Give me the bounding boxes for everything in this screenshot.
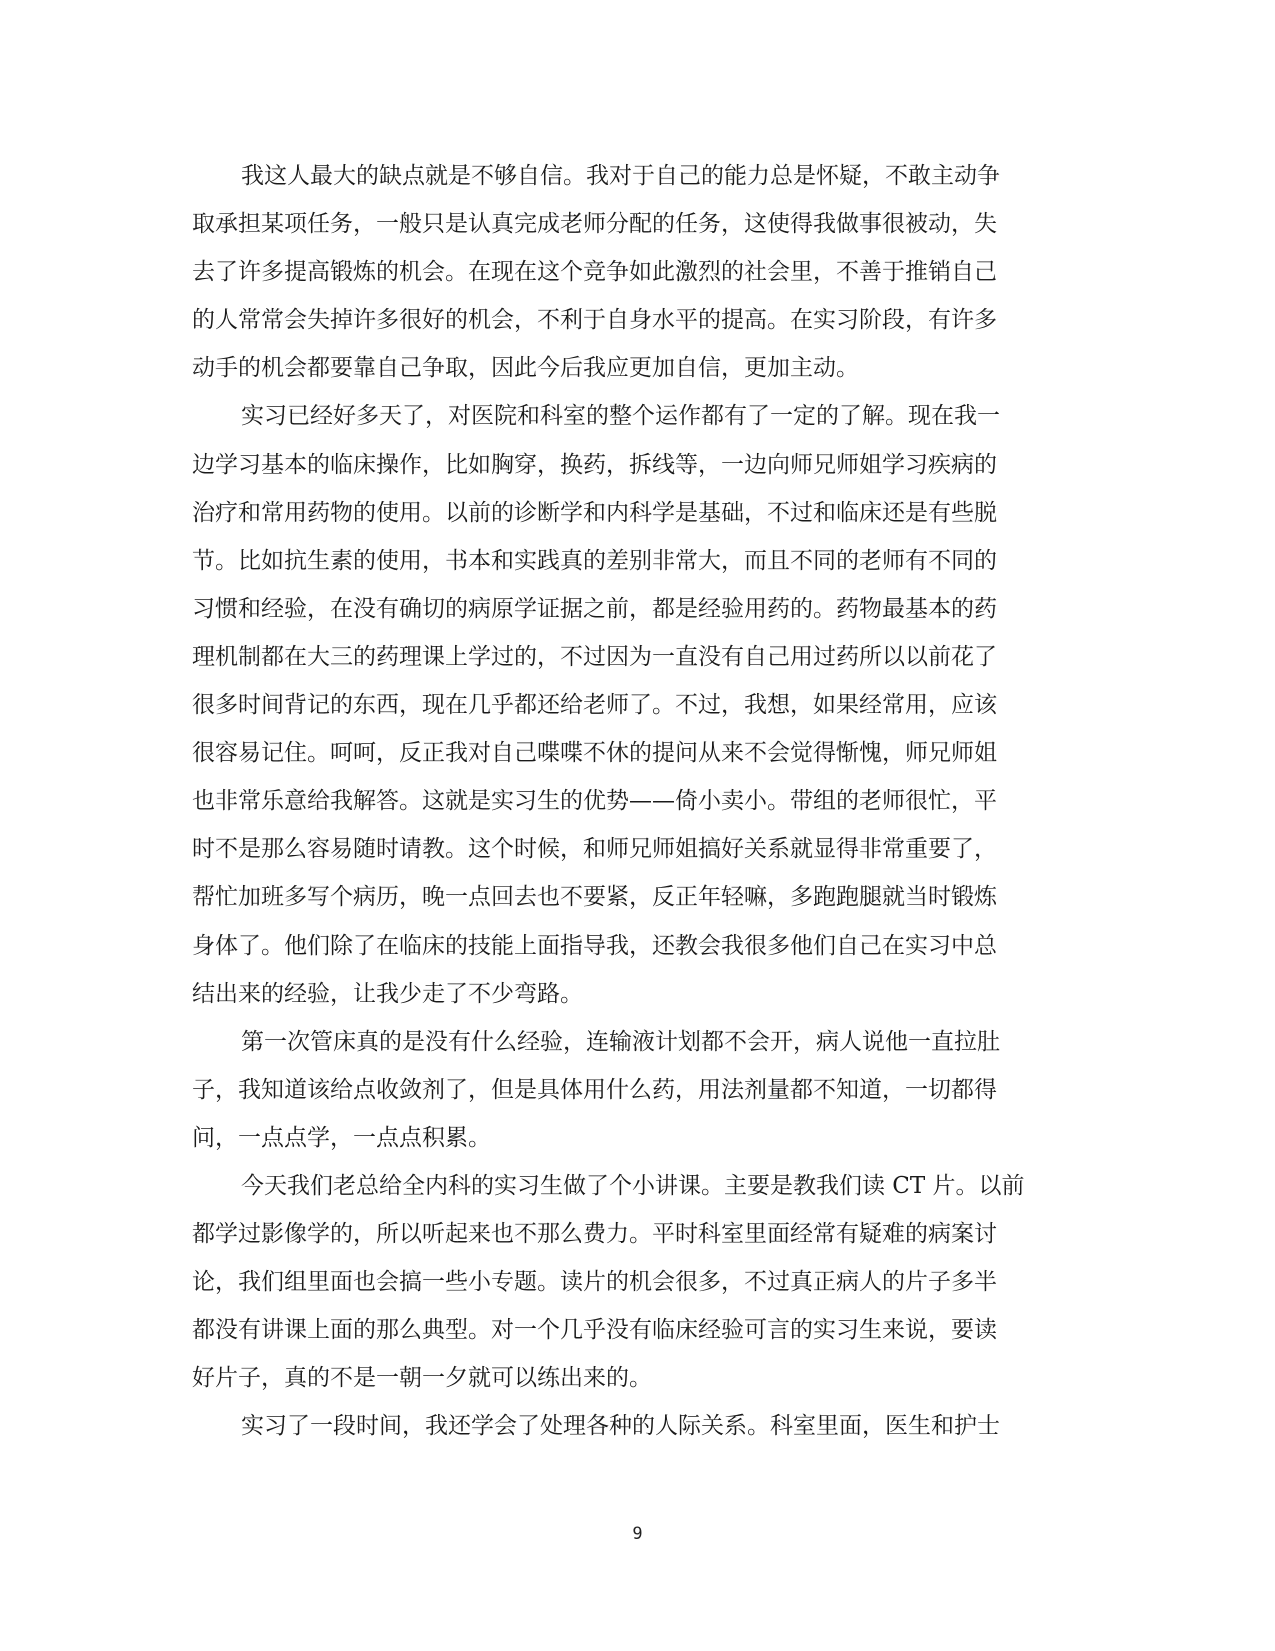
paragraph-line: 时不是那么容易随时请教。这个时候，和师兄师姐搞好关系就显得非常重要了， [192,836,997,863]
paragraph-line: 实习已经好多天了，对医院和科室的整个运作都有了一定的了解。现在我一 [241,403,1000,430]
paragraph-line: 很多时间背记的东西，现在几乎都还给老师了。不过，我想，如果经常用，应该 [192,692,997,719]
paragraph-line: 节。比如抗生素的使用，书本和实践真的差别非常大，而且不同的老师有不同的 [192,547,997,574]
paragraph-line: 去了许多提高锻炼的机会。在现在这个竞争如此激烈的社会里，不善于推销自己 [192,259,997,286]
paragraph-line: 边学习基本的临床操作，比如胸穿，换药，拆线等，一边向师兄师姐学习疾病的 [192,451,997,478]
paragraph-line: 很容易记住。呵呵，反正我对自己喋喋不休的提问从来不会觉得惭愧，师兄师姐 [192,740,997,767]
paragraph-line: 的人常常会失掉许多很好的机会，不利于自身水平的提高。在实习阶段，有许多 [192,307,997,334]
paragraph-line: 我这人最大的缺点就是不够自信。我对于自己的能力总是怀疑，不敢主动争 [241,163,1000,189]
paragraph-line: 第一次管床真的是没有什么经验，连输液计划都不会开，病人说他一直拉肚 [241,1028,1000,1055]
paragraph-line: 治疗和常用药物的使用。以前的诊断学和内科学是基础，不过和临床还是有些脱 [192,499,997,526]
paragraph-line: 今天我们老总给全内科的实习生做了个小讲课。主要是教我们读 CT 片。以前 [241,1172,1025,1199]
paragraph-line: 问，一点点学，一点点积累。 [192,1124,491,1151]
paragraph-line: 也非常乐意给我解答。这就是实习生的优势——倚小卖小。带组的老师很忙，平 [192,788,997,815]
paragraph-line: 结出来的经验，让我少走了不少弯路。 [192,980,583,1007]
body-text [192,152,1082,1451]
paragraph-line: 论，我们组里面也会搞一些小专题。读片的机会很多，不过真正病人的片子多半 [192,1269,997,1296]
paragraph-line: 子，我知道该给点收敛剂了，但是具体用什么药，用法剂量都不知道，一切都得 [192,1076,997,1103]
paragraph-line: 帮忙加班多写个病历，晚一点回去也不要紧，反正年轻嘛，多跑跑腿就当时锻炼 [192,884,997,911]
paragraph-line: 都没有讲课上面的那么典型。对一个几乎没有临床经验可言的实习生来说，要读 [192,1317,997,1344]
paragraph-line: 身体了。他们除了在临床的技能上面指导我，还教会我很多他们自己在实习中总 [192,932,997,959]
page-number: 9 [632,1524,643,1544]
paragraph-line: 动手的机会都要靠自己争取，因此今后我应更加自信，更加主动。 [192,355,859,382]
paragraph-line: 取承担某项任务，一般只是认真完成老师分配的任务，这使得我做事很被动，失 [192,211,997,238]
paragraph-line: 实习了一段时间，我还学会了处理各种的人际关系。科室里面，医生和护士 [241,1413,1000,1440]
paragraph-line: 理机制都在大三的药理课上学过的，不过因为一直没有自己用过药所以以前花了 [192,643,997,670]
paragraph-line: 都学过影像学的，所以听起来也不那么费力。平时科室里面经常有疑难的病案讨 [192,1221,997,1248]
paragraph-line: 习惯和经验，在没有确切的病原学证据之前，都是经验用药的。药物最基本的药 [192,595,997,622]
paragraph-line: 好片子，真的不是一朝一夕就可以练出来的。 [192,1365,652,1392]
